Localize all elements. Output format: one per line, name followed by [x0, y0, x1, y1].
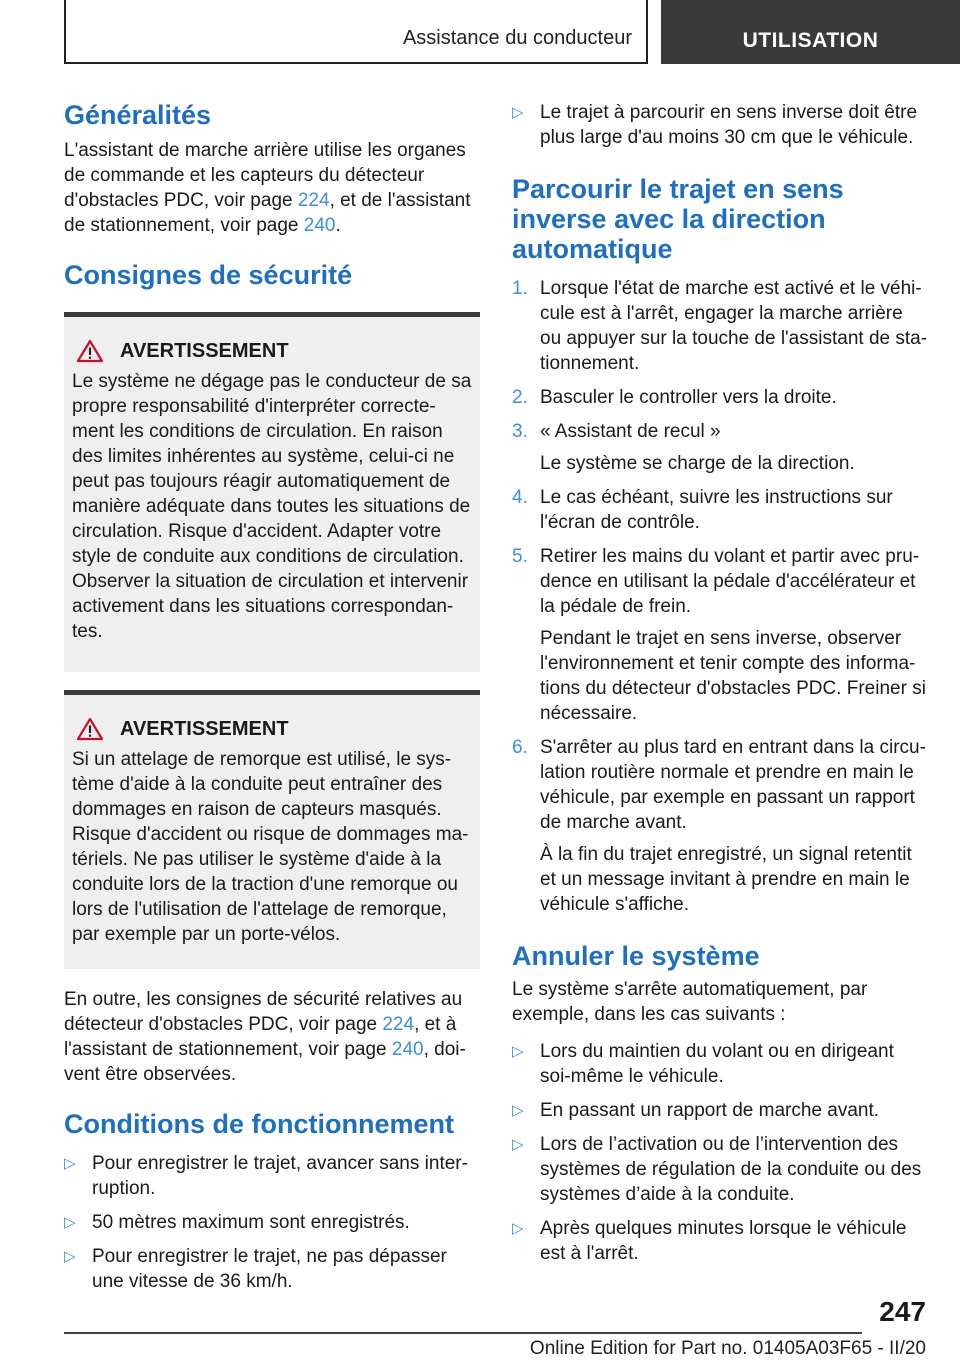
step-text: Basculer le controller vers la droite. [540, 387, 837, 408]
heading-annuler: Annuler le système [512, 941, 760, 971]
page-header [64, 0, 960, 66]
page-link-240[interactable]: 240 [391, 1039, 424, 1060]
list-item-text: Après quelques minutes lorsque le véhicule est à l'arrêt. [540, 1218, 907, 1264]
step-text: Retirer les mains du volant et partir avec pru-dence en utilisant la pédale d'accélérateur et la pédale de frein. [540, 546, 920, 617]
step-number: 6. [512, 737, 528, 758]
text-run: L'assistant de marche arrière utilise les organes de commande et les capteurs du détecteur d'obstacles PDC, voir page [64, 140, 466, 211]
text-run: , et de l'assistant de stationnement, voir page [64, 190, 471, 236]
list-item-text: Pour enregistrer le trajet, ne pas dépasser une vitesse de 36 km/h. [92, 1246, 447, 1292]
annuler-intro: Le système s'arrête automatiquement, par exemple, dans les cas suivants : [512, 979, 868, 1025]
generalites-text [64, 138, 480, 238]
list-item [512, 1098, 928, 1123]
warning-label: AVERTISSEMENT [120, 717, 289, 740]
heading-conditions: Conditions de fonctionnement [64, 1109, 454, 1139]
text-run: . [335, 215, 341, 236]
step-text: S'arrêter au plus tard en entrant dans la circu-lation routière normale et prendre en main le véhicule, par exemple en passant un rapport de marche avant. [540, 737, 926, 833]
list-item-text: 50 mètres maximum sont enregistrés. [92, 1212, 410, 1233]
step-number: 3. [512, 421, 528, 442]
steps-list [512, 276, 928, 917]
list-item [512, 1216, 928, 1266]
list-item [64, 1151, 480, 1201]
list-item [64, 1244, 480, 1294]
conditions-list [64, 1151, 480, 1294]
step-number: 4. [512, 487, 528, 508]
triangle-bullet-icon: ▷ [64, 1155, 76, 1172]
step-note: À la fin du trajet enregistré, un signal retentit et un message invitant à prendre en main le véhicule s'affiche. [540, 844, 912, 915]
warning-label: AVERTISSEMENT [120, 339, 289, 362]
text-run: , et à l'assistant de stationnement, voir page [64, 1014, 457, 1060]
footer-divider [64, 1332, 862, 1334]
list-item [512, 1039, 928, 1089]
text-run: , doi-vent être observées. [64, 1039, 466, 1085]
list-item [512, 1132, 928, 1207]
annuler-list [512, 1039, 928, 1266]
warning-text: Si un attelage de remorque est utilisé, le sys-tème d'aide à la conduite peut entraîner des dommages en raison de capteurs masqués. Risque d'accident ou risque de dommages ma-tériels. Ne pas utiliser le système d'aide à la conduite lors de la traction d'une remorque ou lors de l'utilisation de l'attelage de remorque, par exemple par un porte-vélos. [72, 749, 469, 945]
step-text: Lorsque l'état de marche est activé et le véhi-cule est à l'arrêt, engager la marche arrière ou appuyer sur la touche de l'assistant de sta-tionnement. [540, 278, 928, 374]
list-item-text: Le trajet à parcourir en sens inverse doit être plus large d'au moins 30 cm que le véhicule. [540, 102, 918, 148]
step-item [512, 276, 928, 376]
step-text: Le cas échéant, suivre les instructions sur l'écran de contrôle. [540, 487, 893, 533]
prerequisite-list [512, 100, 928, 150]
triangle-bullet-icon: ▷ [64, 1214, 76, 1231]
step-note: Pendant le trajet en sens inverse, observer l'environnement et tenir compte des informa-tions du détecteur d'obstacles PDC. Freiner si nécessaire. [540, 628, 926, 724]
list-item [512, 100, 928, 150]
list-item-text: Lors de l’activation ou de l’intervention des systèmes de régulation de la conduite ou des systèmes d’aide à la conduite. [540, 1134, 922, 1205]
page-link-224[interactable]: 224 [382, 1014, 415, 1035]
warning-triangle-icon [76, 339, 104, 363]
securite-followup-text [64, 987, 480, 1087]
warning-box [64, 312, 480, 672]
warning-text: Le système ne dégage pas le conducteur de sa propre responsabilité d'interpréter correcte-ment les conditions de circulation. En raison des limites inhérentes au système, celui-ci ne peut pas toujours réagir automatiquement de manière adéquate dans toutes les situations de circulation. Risque d'accident. Adapter votre style de conduite aux conditions de circulation. Observer la situation de circulation et intervenir activement dans les situations correspondan-tes. [72, 371, 472, 642]
page-number: 247 [879, 1296, 926, 1327]
warning-triangle-icon [76, 717, 104, 741]
step-item [512, 485, 928, 535]
triangle-bullet-icon: ▷ [512, 1220, 524, 1237]
triangle-bullet-icon: ▷ [512, 104, 524, 121]
step-text: « Assistant de recul » [540, 421, 721, 442]
left-column [64, 100, 480, 1303]
step-item [512, 735, 928, 917]
triangle-bullet-icon: ▷ [512, 1043, 524, 1060]
text-run: En outre, les consignes de sécurité relatives au détecteur d'obstacles PDC, voir page [64, 989, 463, 1035]
page-link-224[interactable]: 224 [297, 190, 330, 211]
warning-header [72, 717, 472, 741]
step-number: 1. [512, 278, 528, 299]
page-link-240[interactable]: 240 [303, 215, 336, 236]
step-item [512, 419, 928, 476]
heading-generalites: Généralités [64, 100, 212, 130]
step-number: 2. [512, 387, 528, 408]
warning-box [64, 690, 480, 969]
list-item-text: En passant un rapport de marche avant. [540, 1100, 880, 1121]
list-item [64, 1210, 480, 1235]
step-item [512, 544, 928, 726]
heading-securite: Consignes de sécurité [64, 260, 353, 290]
step-note: Le système se charge de la direction. [540, 453, 855, 474]
edition-footer: Online Edition for Part no. 01405A03F65 - II/20 [529, 1338, 926, 1359]
right-column [512, 100, 928, 1275]
chapter-tab: UTILISATION [661, 0, 960, 64]
list-item-text: Lors du maintien du volant ou en dirigeant soi-même le véhicule. [540, 1041, 894, 1087]
triangle-bullet-icon: ▷ [512, 1102, 524, 1119]
section-title: Assistance du conducteur [64, 0, 648, 64]
list-item-text: Pour enregistrer le trajet, avancer sans inter-ruption. [92, 1153, 468, 1199]
heading-parcourir: Parcourir le trajet en sens inverse avec la direction automatique [512, 174, 844, 264]
step-item [512, 385, 928, 410]
triangle-bullet-icon: ▷ [512, 1136, 524, 1153]
step-number: 5. [512, 546, 528, 567]
triangle-bullet-icon: ▷ [64, 1248, 76, 1265]
warning-header [72, 339, 472, 363]
